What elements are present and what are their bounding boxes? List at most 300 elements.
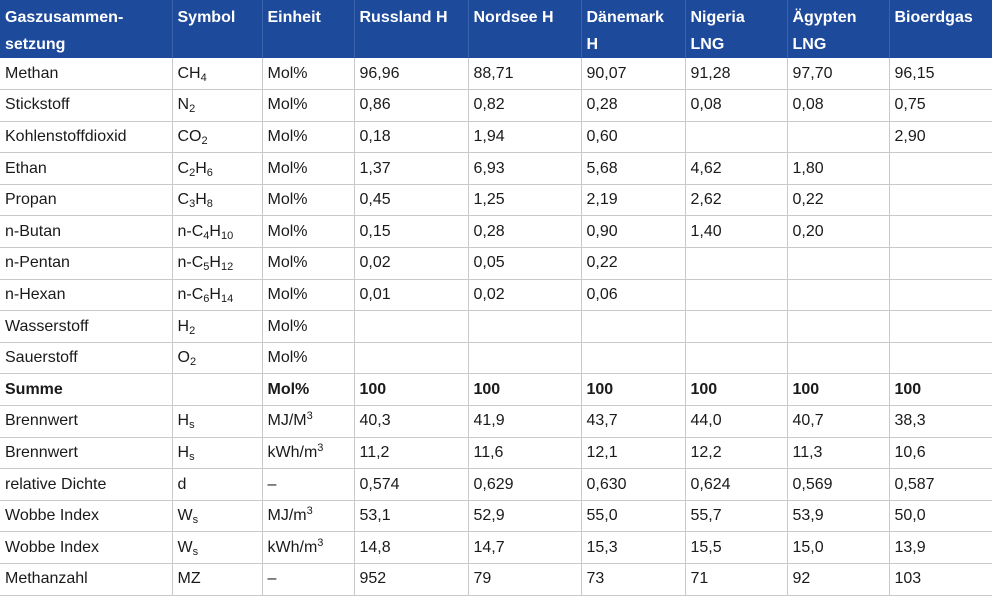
component-name-cell: [0, 342, 172, 374]
value-cell: [889, 469, 992, 501]
value: 0,630: [586, 475, 627, 493]
value-cell: [581, 184, 685, 216]
value: 0,574: [359, 475, 400, 493]
value-cell: [468, 184, 581, 216]
symbol-base: N: [177, 96, 190, 114]
value: 15,3: [586, 538, 618, 556]
table-row: [0, 216, 992, 248]
value-cell: [581, 374, 685, 406]
value: 14,8: [359, 538, 391, 556]
symbol-base: n-C: [177, 285, 204, 303]
value: 40,7: [792, 412, 824, 430]
symbol-base: H: [195, 159, 207, 177]
component-name-cell: [0, 374, 172, 406]
symbol-subscript: s: [189, 450, 195, 463]
symbol-base: n-C: [177, 222, 204, 240]
value: 100: [690, 380, 718, 398]
component-name: Stickstoff: [5, 96, 70, 114]
value-cell: [889, 500, 992, 532]
value: 53,1: [359, 507, 391, 525]
component-name: Methan: [5, 64, 59, 82]
symbol-subscript: 5: [203, 261, 210, 274]
value-cell: [787, 184, 889, 216]
value-cell: [685, 311, 787, 343]
component-name-cell: [0, 58, 172, 90]
symbol-subscript: s: [192, 545, 199, 558]
value: 79: [473, 570, 492, 588]
value: 0,569: [792, 475, 833, 493]
value-cell: [468, 564, 581, 596]
value-cell: [889, 216, 992, 248]
value: 0,587: [894, 475, 935, 493]
value: 5,68: [586, 159, 618, 177]
value-cell: [581, 406, 685, 438]
value-cell: [889, 374, 992, 406]
value-cell: [889, 564, 992, 596]
symbol-base: CO: [177, 127, 202, 145]
table-row: [0, 90, 992, 122]
component-name-cell: [0, 248, 172, 280]
value: 55,0: [586, 507, 618, 525]
unit-cell: [262, 58, 354, 90]
table-row: [0, 532, 992, 564]
value-cell: [581, 248, 685, 280]
value-cell: [468, 311, 581, 343]
component-name: Propan: [5, 191, 57, 209]
unit-cell: [262, 437, 354, 469]
header-nigeria-lng: Nigeria LNG: [685, 0, 787, 58]
symbol-cell: [172, 469, 262, 501]
value-cell: [468, 58, 581, 90]
value-cell: [787, 564, 889, 596]
value-cell: [581, 469, 685, 501]
symbol-base: H: [177, 412, 190, 430]
table-row: [0, 342, 992, 374]
value: 88,71: [473, 64, 514, 82]
value: 40,3: [359, 412, 391, 430]
component-name: n-Pentan: [5, 254, 70, 272]
value-cell: [685, 248, 787, 280]
value: 90,07: [586, 64, 627, 82]
value: 73: [586, 570, 605, 588]
value: 13,9: [894, 538, 926, 556]
value-cell: [354, 342, 468, 374]
value-cell: [581, 90, 685, 122]
symbol-cell: [172, 90, 262, 122]
value: 0,22: [586, 254, 618, 272]
value-cell: [354, 279, 468, 311]
value: 0,20: [792, 222, 824, 240]
value: 12,2: [690, 443, 722, 461]
value-cell: [354, 121, 468, 153]
symbol-base: CH: [177, 64, 201, 82]
component-name-cell: [0, 406, 172, 438]
value: 1,80: [792, 159, 824, 177]
value: 0,18: [359, 127, 391, 145]
value-cell: [468, 342, 581, 374]
value: 0,01: [359, 285, 391, 303]
symbol-cell: [172, 437, 262, 469]
table-row: [0, 564, 992, 596]
unit-cell: [262, 564, 354, 596]
component-name-cell: [0, 279, 172, 311]
value: 15,0: [792, 538, 824, 556]
value-cell: [581, 532, 685, 564]
symbol-subscript: 8: [206, 198, 213, 211]
symbol-subscript: 6: [206, 166, 213, 179]
value-cell: [354, 437, 468, 469]
value-cell: [685, 153, 787, 185]
value-cell: [787, 437, 889, 469]
value: 92: [792, 570, 811, 588]
value-cell: [581, 311, 685, 343]
value-cell: [468, 406, 581, 438]
table-row: [0, 500, 992, 532]
table-row: [0, 248, 992, 280]
value: 2,62: [690, 191, 722, 209]
symbol-base: H: [195, 191, 207, 209]
header-symbol: Symbol: [172, 0, 262, 58]
value-cell: [468, 500, 581, 532]
header-gas-composition: Gaszusammen- setzung: [0, 0, 172, 58]
value: 11,2: [359, 443, 390, 461]
component-name: Brennwert: [5, 412, 78, 430]
unit-cell: [262, 532, 354, 564]
value-cell: [685, 374, 787, 406]
value-cell: [889, 532, 992, 564]
value: 1,94: [473, 127, 505, 145]
value-cell: [787, 469, 889, 501]
value-cell: [354, 564, 468, 596]
unit-cell: [262, 248, 354, 280]
value: 0,60: [586, 127, 618, 145]
header-bioerdgas: Bioerdgas: [889, 0, 992, 58]
value: 952: [359, 570, 387, 588]
unit-cell: [262, 216, 354, 248]
value: 50,0: [894, 507, 926, 525]
value: 0,05: [473, 254, 505, 272]
value: 91,28: [690, 64, 731, 82]
symbol-base: O: [177, 349, 190, 367]
unit-cell: [262, 279, 354, 311]
unit-text: Mol%: [267, 317, 308, 335]
symbol-subscript: 4: [200, 71, 207, 84]
unit-text: –: [267, 570, 277, 588]
symbol-subscript: 2: [189, 103, 196, 116]
value-cell: [354, 406, 468, 438]
value: 0,45: [359, 191, 391, 209]
value: 11,6: [473, 443, 504, 461]
unit-text: Mol%: [267, 96, 308, 114]
value-cell: [787, 153, 889, 185]
component-name-cell: [0, 121, 172, 153]
value-cell: [889, 248, 992, 280]
value: 11,3: [792, 443, 823, 461]
value: 0,75: [894, 96, 926, 114]
value-cell: [581, 153, 685, 185]
value-cell: [787, 216, 889, 248]
value-cell: [468, 437, 581, 469]
header-nordsee-h: Nordsee H: [468, 0, 581, 58]
value-cell: [468, 469, 581, 501]
value-cell: [889, 90, 992, 122]
symbol-base: W: [177, 538, 193, 556]
value-cell: [787, 311, 889, 343]
value: 43,7: [586, 412, 618, 430]
symbol-cell: [172, 184, 262, 216]
table-row: [0, 121, 992, 153]
value-cell: [787, 58, 889, 90]
value-cell: [889, 184, 992, 216]
value-cell: [468, 121, 581, 153]
symbol-base: MZ: [177, 570, 201, 588]
unit-cell: [262, 90, 354, 122]
unit-text: MJ/m: [267, 507, 307, 525]
value-cell: [468, 216, 581, 248]
table-row: [0, 58, 992, 90]
table-row: [0, 437, 992, 469]
symbol-subscript: 2: [189, 356, 197, 369]
value-cell: [685, 564, 787, 596]
value: 10,6: [894, 443, 926, 461]
unit-text: Mol%: [267, 285, 308, 303]
value-cell: [787, 500, 889, 532]
component-name: Ethan: [5, 159, 47, 177]
unit-superscript: 3: [317, 441, 324, 454]
value: 96,15: [894, 64, 935, 82]
component-name-cell: [0, 564, 172, 596]
symbol-subscript: 12: [220, 261, 234, 274]
value-cell: [468, 374, 581, 406]
value-cell: [889, 279, 992, 311]
symbol-cell: [172, 564, 262, 596]
value-cell: [787, 90, 889, 122]
value-cell: [787, 406, 889, 438]
value-cell: [787, 121, 889, 153]
value-cell: [581, 279, 685, 311]
symbol-subscript: 3: [189, 198, 196, 211]
header-unit: Einheit: [262, 0, 354, 58]
value-cell: [354, 58, 468, 90]
value: 0,08: [792, 96, 824, 114]
symbol-base: H: [209, 285, 221, 303]
value: 44,0: [690, 412, 722, 430]
unit-cell: [262, 500, 354, 532]
symbol-subscript: 2: [201, 134, 208, 147]
table-row: [0, 406, 992, 438]
value-cell: [354, 500, 468, 532]
component-name: Methanzahl: [5, 570, 88, 588]
value: 1,25: [473, 191, 505, 209]
value-cell: [581, 437, 685, 469]
value: 103: [894, 570, 922, 588]
value-cell: [787, 248, 889, 280]
value: 55,7: [690, 507, 722, 525]
header-daenemark-h: Dänemark H: [581, 0, 685, 58]
symbol-base: H: [209, 254, 221, 272]
symbol-cell: [172, 406, 262, 438]
value: 100: [894, 380, 922, 398]
value-cell: [354, 532, 468, 564]
value-cell: [468, 279, 581, 311]
table-row: [0, 279, 992, 311]
value: 97,70: [792, 64, 833, 82]
symbol-base: H: [177, 443, 190, 461]
value-cell: [685, 184, 787, 216]
symbol-cell: [172, 500, 262, 532]
symbol-base: d: [177, 475, 187, 493]
unit-text: Mol%: [267, 380, 310, 398]
symbol-subscript: s: [189, 419, 195, 432]
value-cell: [685, 500, 787, 532]
symbol-base: H: [209, 222, 221, 240]
unit-cell: [262, 153, 354, 185]
component-name: n-Hexan: [5, 285, 66, 303]
component-name: n-Butan: [5, 222, 62, 240]
value: 0,02: [359, 254, 391, 272]
symbol-cell: [172, 311, 262, 343]
unit-text: Mol%: [267, 191, 308, 209]
value: 96,96: [359, 64, 400, 82]
value: 41,9: [473, 412, 505, 430]
value: 0,86: [359, 96, 391, 114]
unit-text: –: [267, 475, 277, 493]
value: 2,19: [586, 191, 618, 209]
value-cell: [787, 279, 889, 311]
symbol-cell: [172, 532, 262, 564]
symbol-cell: [172, 342, 262, 374]
unit-text: Mol%: [267, 64, 308, 82]
component-name: Summe: [5, 380, 63, 398]
value: 0,28: [473, 222, 505, 240]
unit-text: Mol%: [267, 127, 308, 145]
value-cell: [889, 437, 992, 469]
header-aegypten-lng: Ägypten LNG: [787, 0, 889, 58]
symbol-cell: [172, 216, 262, 248]
symbol-subscript: 10: [220, 229, 234, 242]
value: 0,28: [586, 96, 618, 114]
value-cell: [468, 248, 581, 280]
component-name-cell: [0, 532, 172, 564]
component-name: Wobbe Index: [5, 507, 99, 525]
symbol-subscript: 6: [203, 292, 210, 305]
value-cell: [685, 216, 787, 248]
value-cell: [889, 406, 992, 438]
symbol-base: W: [177, 507, 193, 525]
value: 100: [586, 380, 614, 398]
symbol-cell: [172, 121, 262, 153]
value: 0,06: [586, 285, 618, 303]
unit-superscript: 3: [306, 505, 313, 518]
unit-cell: [262, 184, 354, 216]
value-cell: [889, 58, 992, 90]
value-cell: [889, 153, 992, 185]
value-cell: [354, 248, 468, 280]
value-cell: [685, 121, 787, 153]
symbol-base: H: [177, 317, 190, 335]
unit-cell: [262, 311, 354, 343]
header-russland-h: Russland H: [354, 0, 468, 58]
unit-cell: [262, 406, 354, 438]
value: 0,629: [473, 475, 514, 493]
unit-text: Mol%: [267, 159, 308, 177]
component-name: Wasserstoff: [5, 317, 89, 335]
value: 0,90: [586, 222, 618, 240]
value-cell: [354, 469, 468, 501]
unit-superscript: 3: [317, 536, 324, 549]
value-cell: [685, 279, 787, 311]
value-cell: [685, 342, 787, 374]
value: 0,624: [690, 475, 731, 493]
component-name-cell: [0, 311, 172, 343]
value: 100: [792, 380, 820, 398]
value: 0,22: [792, 191, 824, 209]
value: 71: [690, 570, 709, 588]
value: 12,1: [586, 443, 618, 461]
value-cell: [889, 311, 992, 343]
value-cell: [685, 406, 787, 438]
value: 53,9: [792, 507, 824, 525]
value: 1,40: [690, 222, 722, 240]
component-name-cell: [0, 437, 172, 469]
value: 52,9: [473, 507, 505, 525]
unit-cell: [262, 121, 354, 153]
value-cell: [685, 437, 787, 469]
value-cell: [354, 90, 468, 122]
value-cell: [685, 58, 787, 90]
unit-text: kWh/m: [267, 443, 318, 461]
value-cell: [468, 153, 581, 185]
component-name: relative Dichte: [5, 475, 107, 493]
value-cell: [354, 374, 468, 406]
value-cell: [787, 532, 889, 564]
component-name: Brennwert: [5, 443, 78, 461]
value-cell: [354, 216, 468, 248]
symbol-cell: [172, 58, 262, 90]
table-row: [0, 184, 992, 216]
value-cell: [889, 342, 992, 374]
unit-text: MJ/M: [267, 412, 307, 430]
component-name: Wobbe Index: [5, 538, 99, 556]
component-name-cell: [0, 184, 172, 216]
symbol-cell: [172, 279, 262, 311]
symbol-subscript: 4: [203, 229, 210, 242]
value: 0,82: [473, 96, 505, 114]
symbol-cell: [172, 248, 262, 280]
symbol-subscript: s: [192, 514, 199, 527]
value: 0,15: [359, 222, 391, 240]
symbol-base: n-C: [177, 254, 204, 272]
value-cell: [468, 90, 581, 122]
unit-cell: [262, 469, 354, 501]
unit-text: Mol%: [267, 222, 308, 240]
value-cell: [685, 532, 787, 564]
value-cell: [354, 184, 468, 216]
value: 6,93: [473, 159, 505, 177]
value-cell: [889, 121, 992, 153]
value-cell: [581, 342, 685, 374]
table-row: [0, 153, 992, 185]
value: 100: [473, 380, 501, 398]
symbol-cell: [172, 374, 262, 406]
value-cell: [787, 374, 889, 406]
value-cell: [468, 532, 581, 564]
component-name: Sauerstoff: [5, 349, 78, 367]
symbol-base: C: [177, 191, 190, 209]
value: 14,7: [473, 538, 505, 556]
value-cell: [685, 469, 787, 501]
value: 15,5: [690, 538, 722, 556]
